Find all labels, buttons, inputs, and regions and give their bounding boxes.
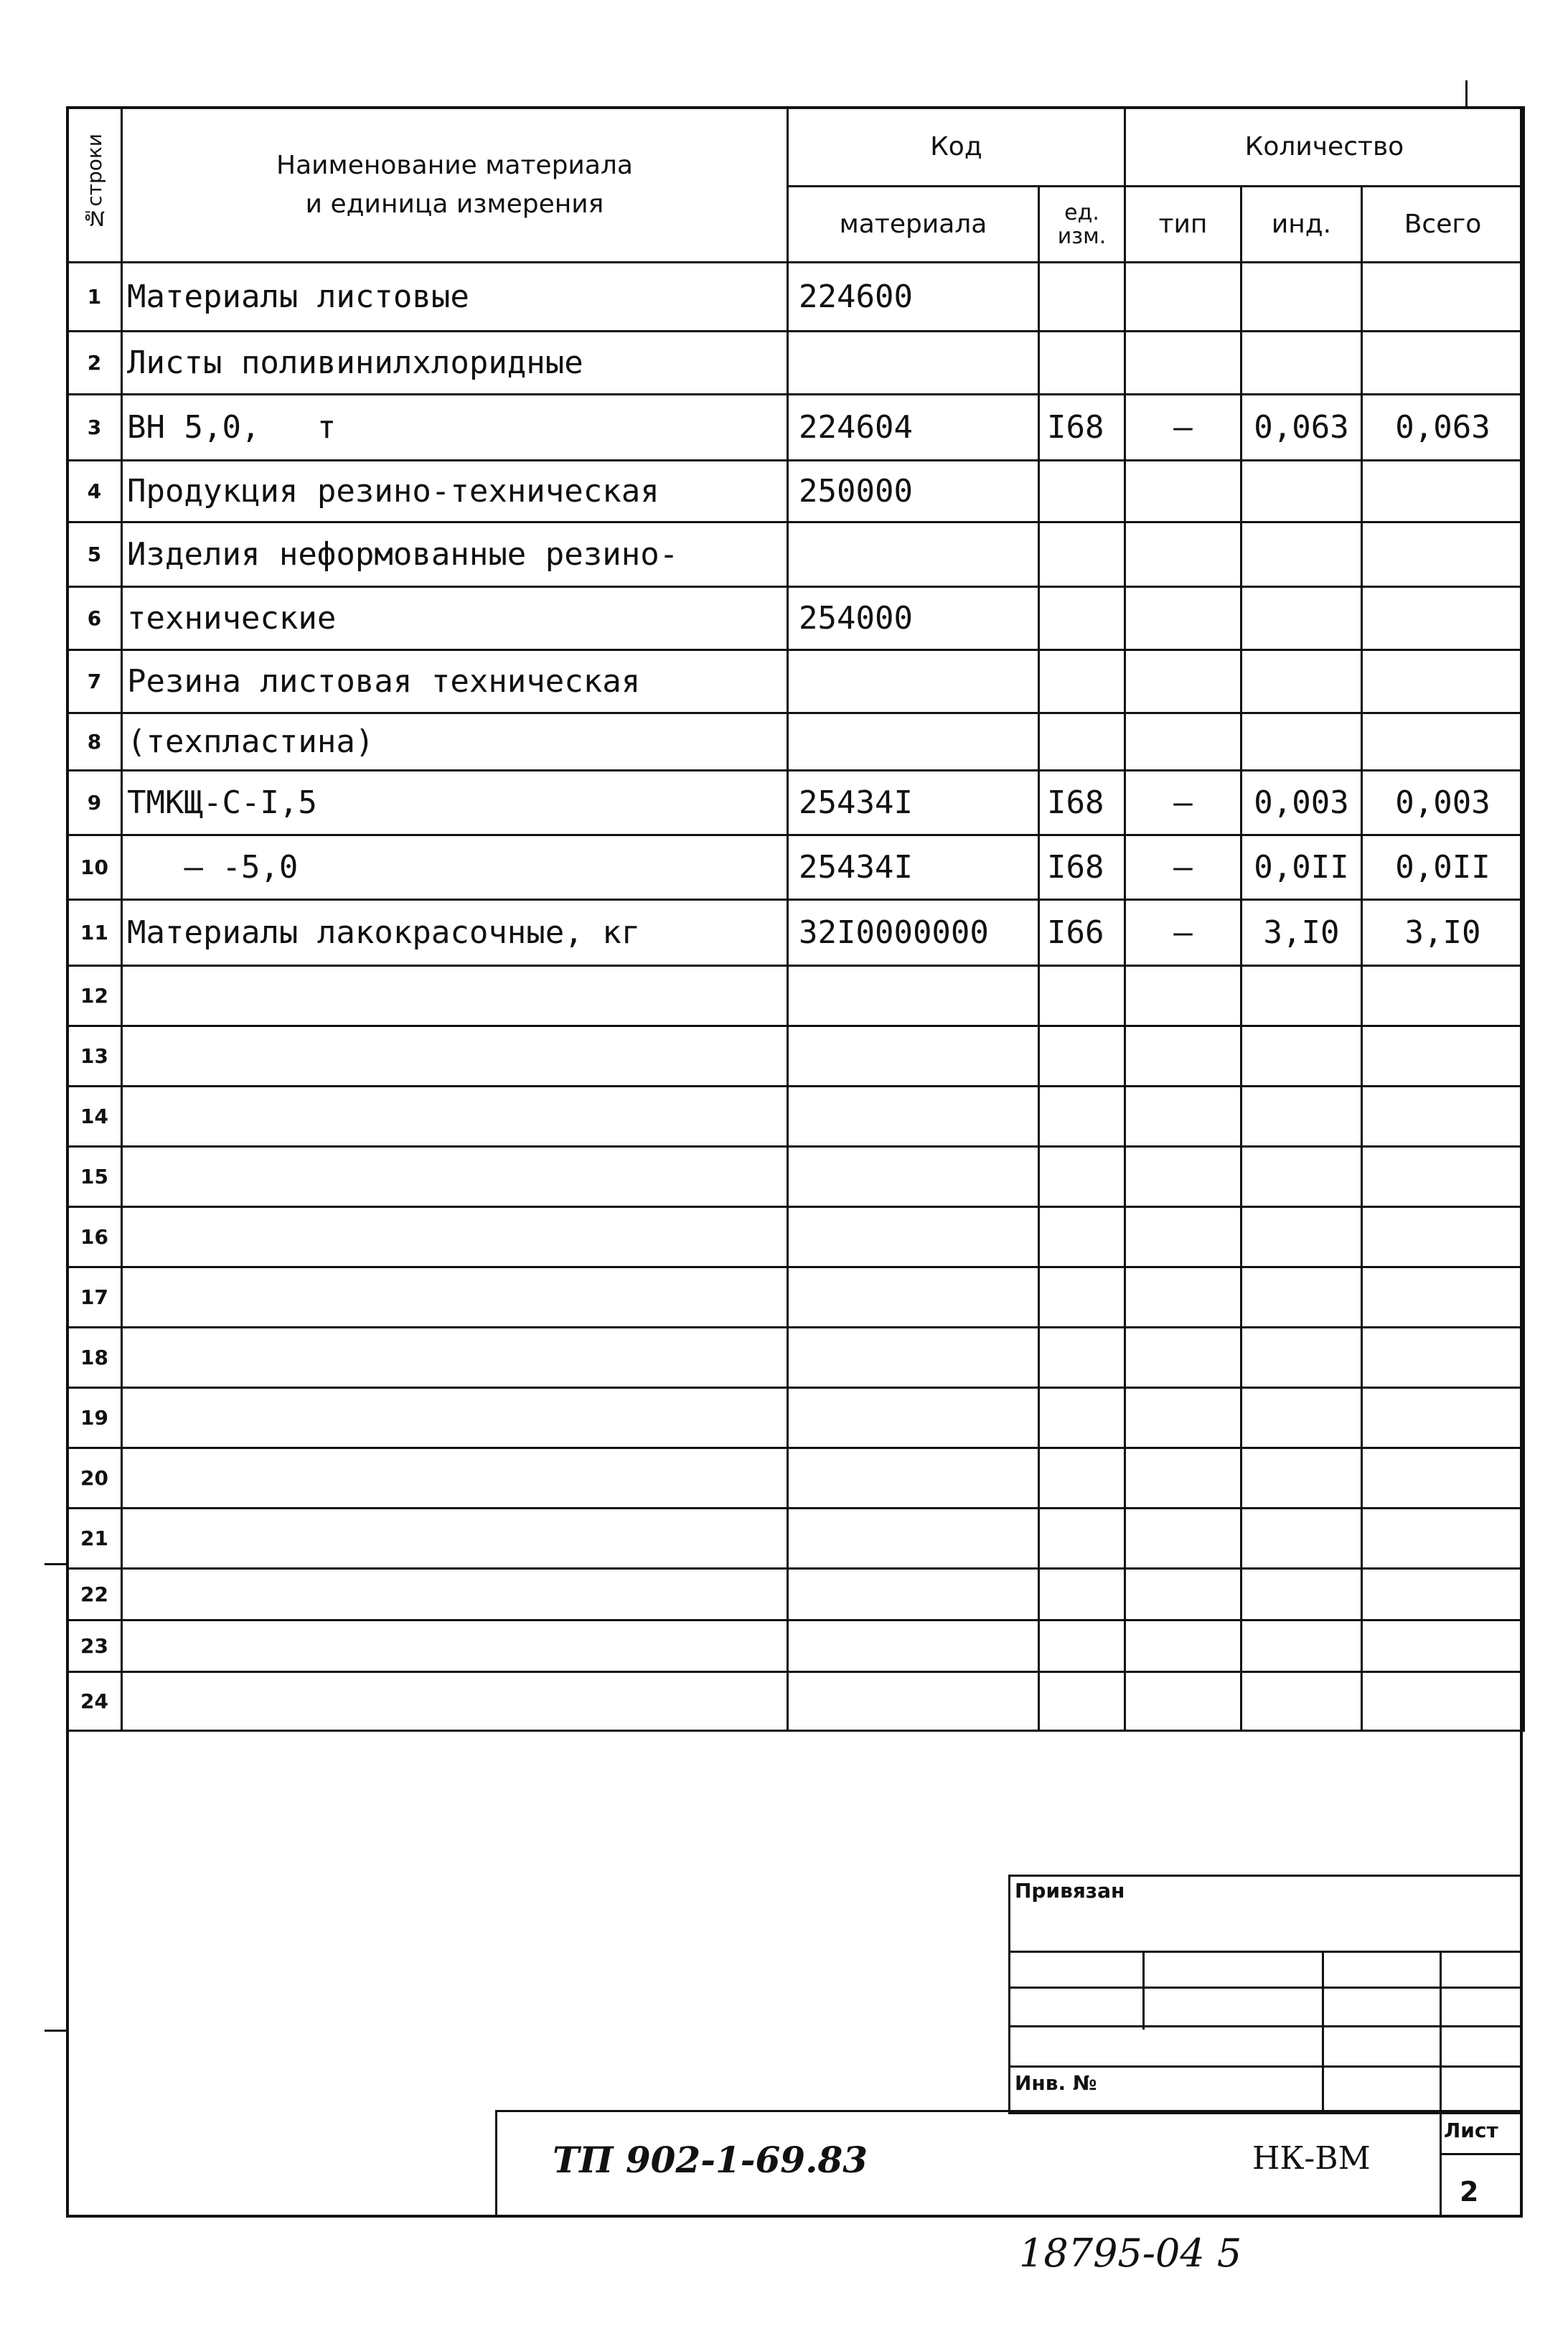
material-code-cell [788,1672,1039,1731]
qty-type-cell [1125,1448,1241,1509]
code-material-header: материала [788,187,1039,263]
row-number-cell: 22 [67,1569,122,1621]
table-row [67,650,1524,713]
qty-ind-cell [1241,1509,1362,1569]
row-number-cell: 19 [67,1388,122,1448]
row-number-cell: 3 [67,395,122,461]
row-number-header: №строки [67,108,122,263]
material-name-cell: (техпластина) [122,713,788,771]
qty-type-cell [1125,1672,1241,1731]
row-number-cell: 4 [67,461,122,522]
material-code-cell [788,332,1039,395]
material-name-cell [122,1509,788,1569]
material-name-cell: Продукция резино-техническая [122,461,788,522]
unit-code-cell [1039,522,1125,587]
table-row [67,835,1524,900]
row-number-cell: 6 [67,587,122,650]
section-code: НК-ВМ [1252,2140,1371,2177]
table-row [67,1267,1524,1328]
qty-type-cell [1125,966,1241,1026]
table-row [67,1672,1524,1731]
qty-total-cell [1362,1621,1524,1672]
qty-type-cell [1125,713,1241,771]
material-code-cell: 25434I [788,835,1039,900]
qty-ind-cell [1241,1672,1362,1731]
qty-ind-cell: 0,003 [1241,771,1362,835]
handwritten-number: 18795-04 5 [1019,2231,1242,2276]
unit-code-cell [1039,1267,1125,1328]
unit-code-cell [1039,1448,1125,1509]
qty-total-cell: 0,063 [1362,395,1524,461]
qty-ind-cell [1241,713,1362,771]
material-name-cell: Материалы листовые [122,263,788,332]
qty-total-cell: 0,0II [1362,835,1524,900]
qty-type-cell [1125,1509,1241,1569]
table-row [67,1448,1524,1509]
material-name-cell [122,1621,788,1672]
qty-ind-cell: 0,0II [1241,835,1362,900]
qty-ind-cell [1241,263,1362,332]
material-code-cell: 224600 [788,263,1039,332]
qty-type-cell [1125,332,1241,395]
row-number-cell: 14 [67,1087,122,1147]
qty-type-cell [1125,1388,1241,1448]
material-name-cell: Изделия неформованные резино- [122,522,788,587]
qty-ind-cell [1241,1448,1362,1509]
tb-vline-1 [1142,1951,1145,2030]
document-code: ТП 902-1-69.83 [553,2139,868,2181]
qty-type-cell [1125,1328,1241,1388]
material-code-cell [788,713,1039,771]
qty-ind-cell [1241,1026,1362,1087]
row-number-cell: 18 [67,1328,122,1388]
unit-code-cell [1039,1087,1125,1147]
table-row [67,1328,1524,1388]
materials-table [66,106,1525,1732]
table-body [67,263,1524,1731]
table-row [67,1026,1524,1087]
qty-total-cell [1362,1207,1524,1267]
material-name-cell: – -5,0 [122,835,788,900]
row-number-cell: 16 [67,1207,122,1267]
tb-hline-3 [1008,2025,1523,2027]
unit-code-cell: I68 [1039,771,1125,835]
row-number-cell: 9 [67,771,122,835]
material-code-cell: 224604 [788,395,1039,461]
row-number-cell: 11 [67,900,122,966]
qty-type-cell: – [1125,395,1241,461]
row-number-cell: 13 [67,1026,122,1087]
material-code-cell: 254000 [788,587,1039,650]
material-code-cell [788,1087,1039,1147]
qty-type-cell [1125,1207,1241,1267]
qty-ind-cell [1241,1621,1362,1672]
attached-label: Привязан [1015,1879,1125,1903]
material-code-cell [788,1448,1039,1509]
material-name-cell: Резина листовая техническая [122,650,788,713]
qty-total-cell [1362,1328,1524,1388]
row-number-cell: 17 [67,1267,122,1328]
code-unit-header: ед. изм. [1039,187,1125,263]
qty-total-cell [1362,461,1524,522]
material-name-cell [122,1087,788,1147]
unit-code-cell [1039,1147,1125,1207]
unit-code-cell: I66 [1039,900,1125,966]
qty-type-cell [1125,650,1241,713]
sheet-label: Лист [1444,2119,1498,2142]
inventory-number-label: Инв. № [1015,2071,1097,2095]
material-name-cell: ВН 5,0, т [122,395,788,461]
table-row [67,900,1524,966]
material-name-cell [122,1569,788,1621]
qty-ind-cell [1241,1147,1362,1207]
table-row [67,395,1524,461]
qty-total-cell [1362,1509,1524,1569]
row-number-cell: 15 [67,1147,122,1207]
qty-type-cell [1125,1026,1241,1087]
table-row [67,1388,1524,1448]
qty-ind-cell [1241,650,1362,713]
tb-hline-4 [1008,2065,1523,2068]
table-row [67,1621,1524,1672]
qty-type-cell: – [1125,900,1241,966]
material-name-cell: Материалы лакокрасочные, кг [122,900,788,966]
unit-code-cell: I68 [1039,395,1125,461]
qty-type-cell: – [1125,771,1241,835]
table-row [67,1569,1524,1621]
qty-type-cell [1125,1087,1241,1147]
table-row [67,966,1524,1026]
unit-code-cell [1039,1328,1125,1388]
material-name-cell [122,1388,788,1448]
unit-code-cell: I68 [1039,835,1125,900]
name-header: Наименование материала и единица измерения [122,108,788,263]
table-row [67,1147,1524,1207]
qty-ind-cell [1241,1388,1362,1448]
tb-vline-3 [1440,1951,1442,2114]
tb-hline-1 [1008,1951,1523,1953]
unit-code-cell [1039,1509,1125,1569]
qty-type-header: тип [1125,187,1241,263]
qty-ind-cell [1241,966,1362,1026]
qty-total-cell: 3,I0 [1362,900,1524,966]
row-number-cell: 7 [67,650,122,713]
material-code-cell [788,1147,1039,1207]
table-row [67,771,1524,835]
tb-sheet-divider [1440,2110,1442,2218]
unit-code-cell [1039,1388,1125,1448]
qty-total-cell [1362,1267,1524,1328]
material-name-cell: Листы поливинилхлоридные [122,332,788,395]
qty-type-cell [1125,1267,1241,1328]
material-name-cell [122,1207,788,1267]
qty-total-cell [1362,263,1524,332]
row-number-cell: 24 [67,1672,122,1731]
material-code-cell [788,1207,1039,1267]
qty-total-cell [1362,1026,1524,1087]
material-code-cell: 250000 [788,461,1039,522]
qty-ind-header: инд. [1241,187,1362,263]
top-right-mark [1465,80,1468,106]
qty-ind-cell [1241,1569,1362,1621]
quantity-group-header: Количество [1125,108,1524,187]
unit-code-cell [1039,650,1125,713]
row-number-cell: 2 [67,332,122,395]
qty-type-cell: – [1125,835,1241,900]
tb-hline-2 [1008,1987,1523,1989]
qty-ind-cell: 0,063 [1241,395,1362,461]
row-number-cell: 12 [67,966,122,1026]
material-name-cell [122,966,788,1026]
material-code-cell [788,1509,1039,1569]
table-row [67,263,1524,332]
qty-total-header: Всего [1362,187,1524,263]
unit-code-cell [1039,713,1125,771]
qty-ind-cell: 3,I0 [1241,900,1362,966]
qty-total-cell [1362,1147,1524,1207]
material-code-cell [788,650,1039,713]
unit-code-cell [1039,332,1125,395]
material-name-cell [122,1448,788,1509]
material-name-cell [122,1328,788,1388]
qty-total-cell: 0,003 [1362,771,1524,835]
qty-ind-cell [1241,1267,1362,1328]
unit-code-cell [1039,1207,1125,1267]
qty-ind-cell [1241,587,1362,650]
qty-type-cell [1125,263,1241,332]
qty-type-cell [1125,1621,1241,1672]
material-code-cell [788,1267,1039,1328]
qty-total-cell [1362,966,1524,1026]
row-number-cell: 1 [67,263,122,332]
material-code-cell [788,966,1039,1026]
row-number-cell: 5 [67,522,122,587]
row-number-cell: 23 [67,1621,122,1672]
unit-code-cell [1039,966,1125,1026]
material-code-cell [788,1328,1039,1388]
row-number-cell: 10 [67,835,122,900]
qty-total-cell [1362,713,1524,771]
row-number-cell: 8 [67,713,122,771]
material-name-cell [122,1147,788,1207]
qty-ind-cell [1241,522,1362,587]
qty-type-cell [1125,587,1241,650]
row-number-cell: 21 [67,1509,122,1569]
material-code-cell [788,522,1039,587]
qty-ind-cell [1241,332,1362,395]
qty-total-cell [1362,1087,1524,1147]
code-group-header: Код [788,108,1125,187]
material-code-cell [788,1388,1039,1448]
qty-total-cell [1362,587,1524,650]
table-row [67,332,1524,395]
unit-code-cell [1039,1026,1125,1087]
qty-ind-cell [1241,461,1362,522]
unit-code-cell [1039,587,1125,650]
unit-code-cell [1039,461,1125,522]
unit-code-cell [1039,1569,1125,1621]
material-name-cell [122,1672,788,1731]
qty-type-cell [1125,461,1241,522]
table-row [67,1087,1524,1147]
qty-total-cell [1362,332,1524,395]
qty-ind-cell [1241,1328,1362,1388]
tb-vline-2 [1322,1951,1324,2114]
qty-total-cell [1362,1569,1524,1621]
sheet-number: 2 [1460,2176,1479,2208]
material-name-cell: технические [122,587,788,650]
material-name-cell: ТМКЩ-С-I,5 [122,771,788,835]
qty-total-cell [1362,1672,1524,1731]
qty-type-cell [1125,1147,1241,1207]
row-number-cell: 20 [67,1448,122,1509]
material-code-cell: 25434I [788,771,1039,835]
table-row [67,522,1524,587]
qty-total-cell [1362,1388,1524,1448]
material-code-cell [788,1026,1039,1087]
unit-code-cell [1039,1621,1125,1672]
qty-total-cell [1362,522,1524,587]
tb-sheet-hline [1440,2153,1523,2155]
binding-mark-2 [44,2030,67,2032]
qty-ind-cell [1241,1087,1362,1147]
material-code-cell [788,1621,1039,1672]
qty-ind-cell [1241,1207,1362,1267]
table-row [67,1509,1524,1569]
qty-total-cell [1362,1448,1524,1509]
table-row [67,713,1524,771]
material-name-cell [122,1026,788,1087]
qty-type-cell [1125,522,1241,587]
material-code-cell: 32I0000000 [788,900,1039,966]
binding-mark-1 [44,1563,67,1565]
unit-code-cell [1039,263,1125,332]
qty-total-cell [1362,650,1524,713]
unit-code-cell [1039,1672,1125,1731]
table-row [67,461,1524,522]
material-name-cell [122,1267,788,1328]
table-row [67,587,1524,650]
material-code-cell [788,1569,1039,1621]
table-row [67,1207,1524,1267]
qty-type-cell [1125,1569,1241,1621]
